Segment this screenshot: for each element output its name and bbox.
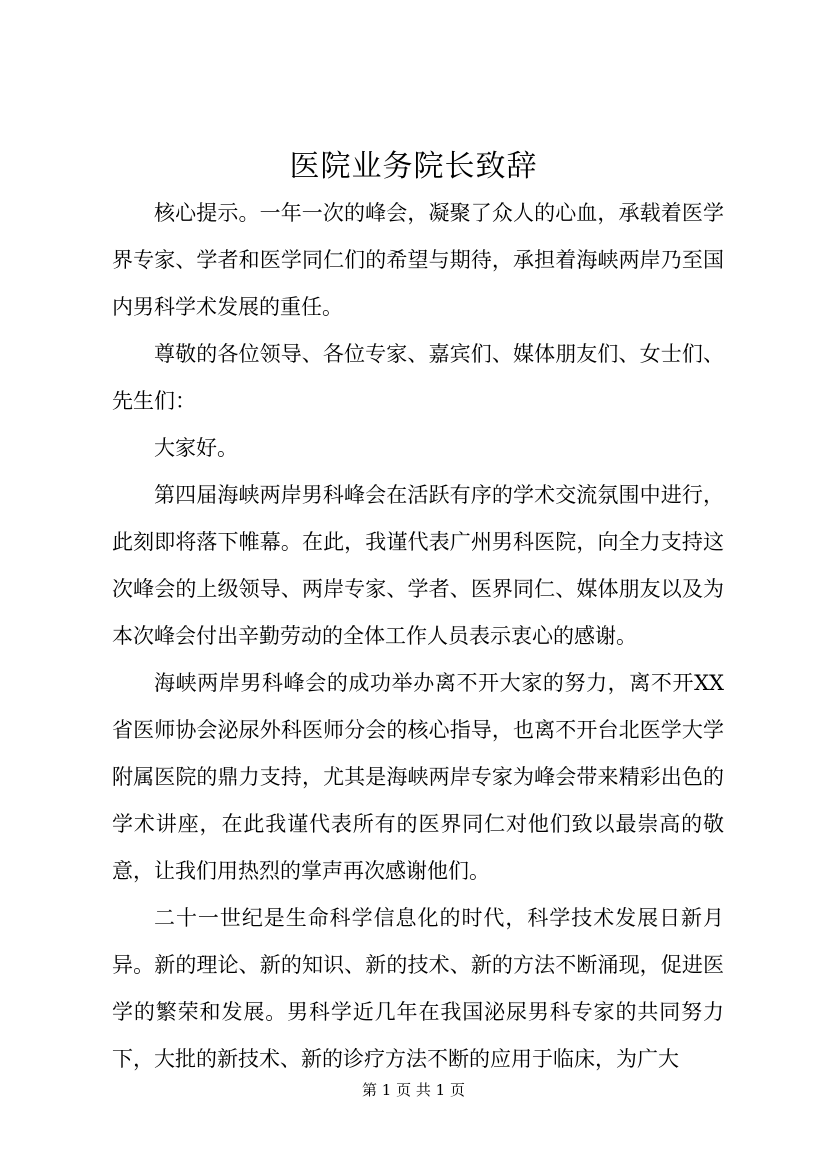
paragraph-acknowledgement: 海峡两岸男科峰会的成功举办离不开大家的努力，离不开XX省医师协会泌尿外科医师分会的核心指导，也离不开台北医学大学附属医院的鼎力支持，尤其是海峡两岸专家为峰会带来精彩出色的学术讲座，在此我谨代表所有的医界同仁对他们致以最崇高的敬意，让我们用热烈的掌声再次感谢他们。 — [112, 671, 724, 883]
document-title: 医院业务院长致辞 — [289, 149, 538, 184]
paragraph-greeting: 大家好。 — [154, 436, 238, 460]
page-footer: 第 1 页 共 1 页 — [362, 1081, 465, 1099]
paragraph-thanks: 第四届海峡两岸男科峰会在活跃有序的学术交流氛围中进行，此刻即将落下帷幕。在此，我谨代表广州男科医院，向全力支持这次峰会的上级领导、两岸专家、学者、医界同仁、媒体朋友以及为本次峰会付出辛勤劳动的全体工作人员表示衷心的感谢。 — [112, 483, 724, 648]
document-body — [112, 190, 724, 1083]
paragraph-salutation: 尊敬的各位领导、各位专家、嘉宾们、媒体朋友们、女士们、先生们： — [112, 342, 724, 413]
paragraph-summary: 核心提示。一年一次的峰会，凝聚了众人的心血，承载着医学界专家、学者和医学同仁们的希望与期待，承担着海峡两岸乃至国内男科学术发展的重任。 — [112, 201, 724, 319]
paragraph-century: 二十一世纪是生命科学信息化的时代，科学技术发展日新月异。新的理论、新的知识、新的技术、新的方法不断涌现，促进医学的繁荣和发展。男科学近几年在我国泌尿男科专家的共同努力下，大批的新技术、新的诊疗方法不断的应用于临床，为广大 — [112, 906, 724, 1071]
